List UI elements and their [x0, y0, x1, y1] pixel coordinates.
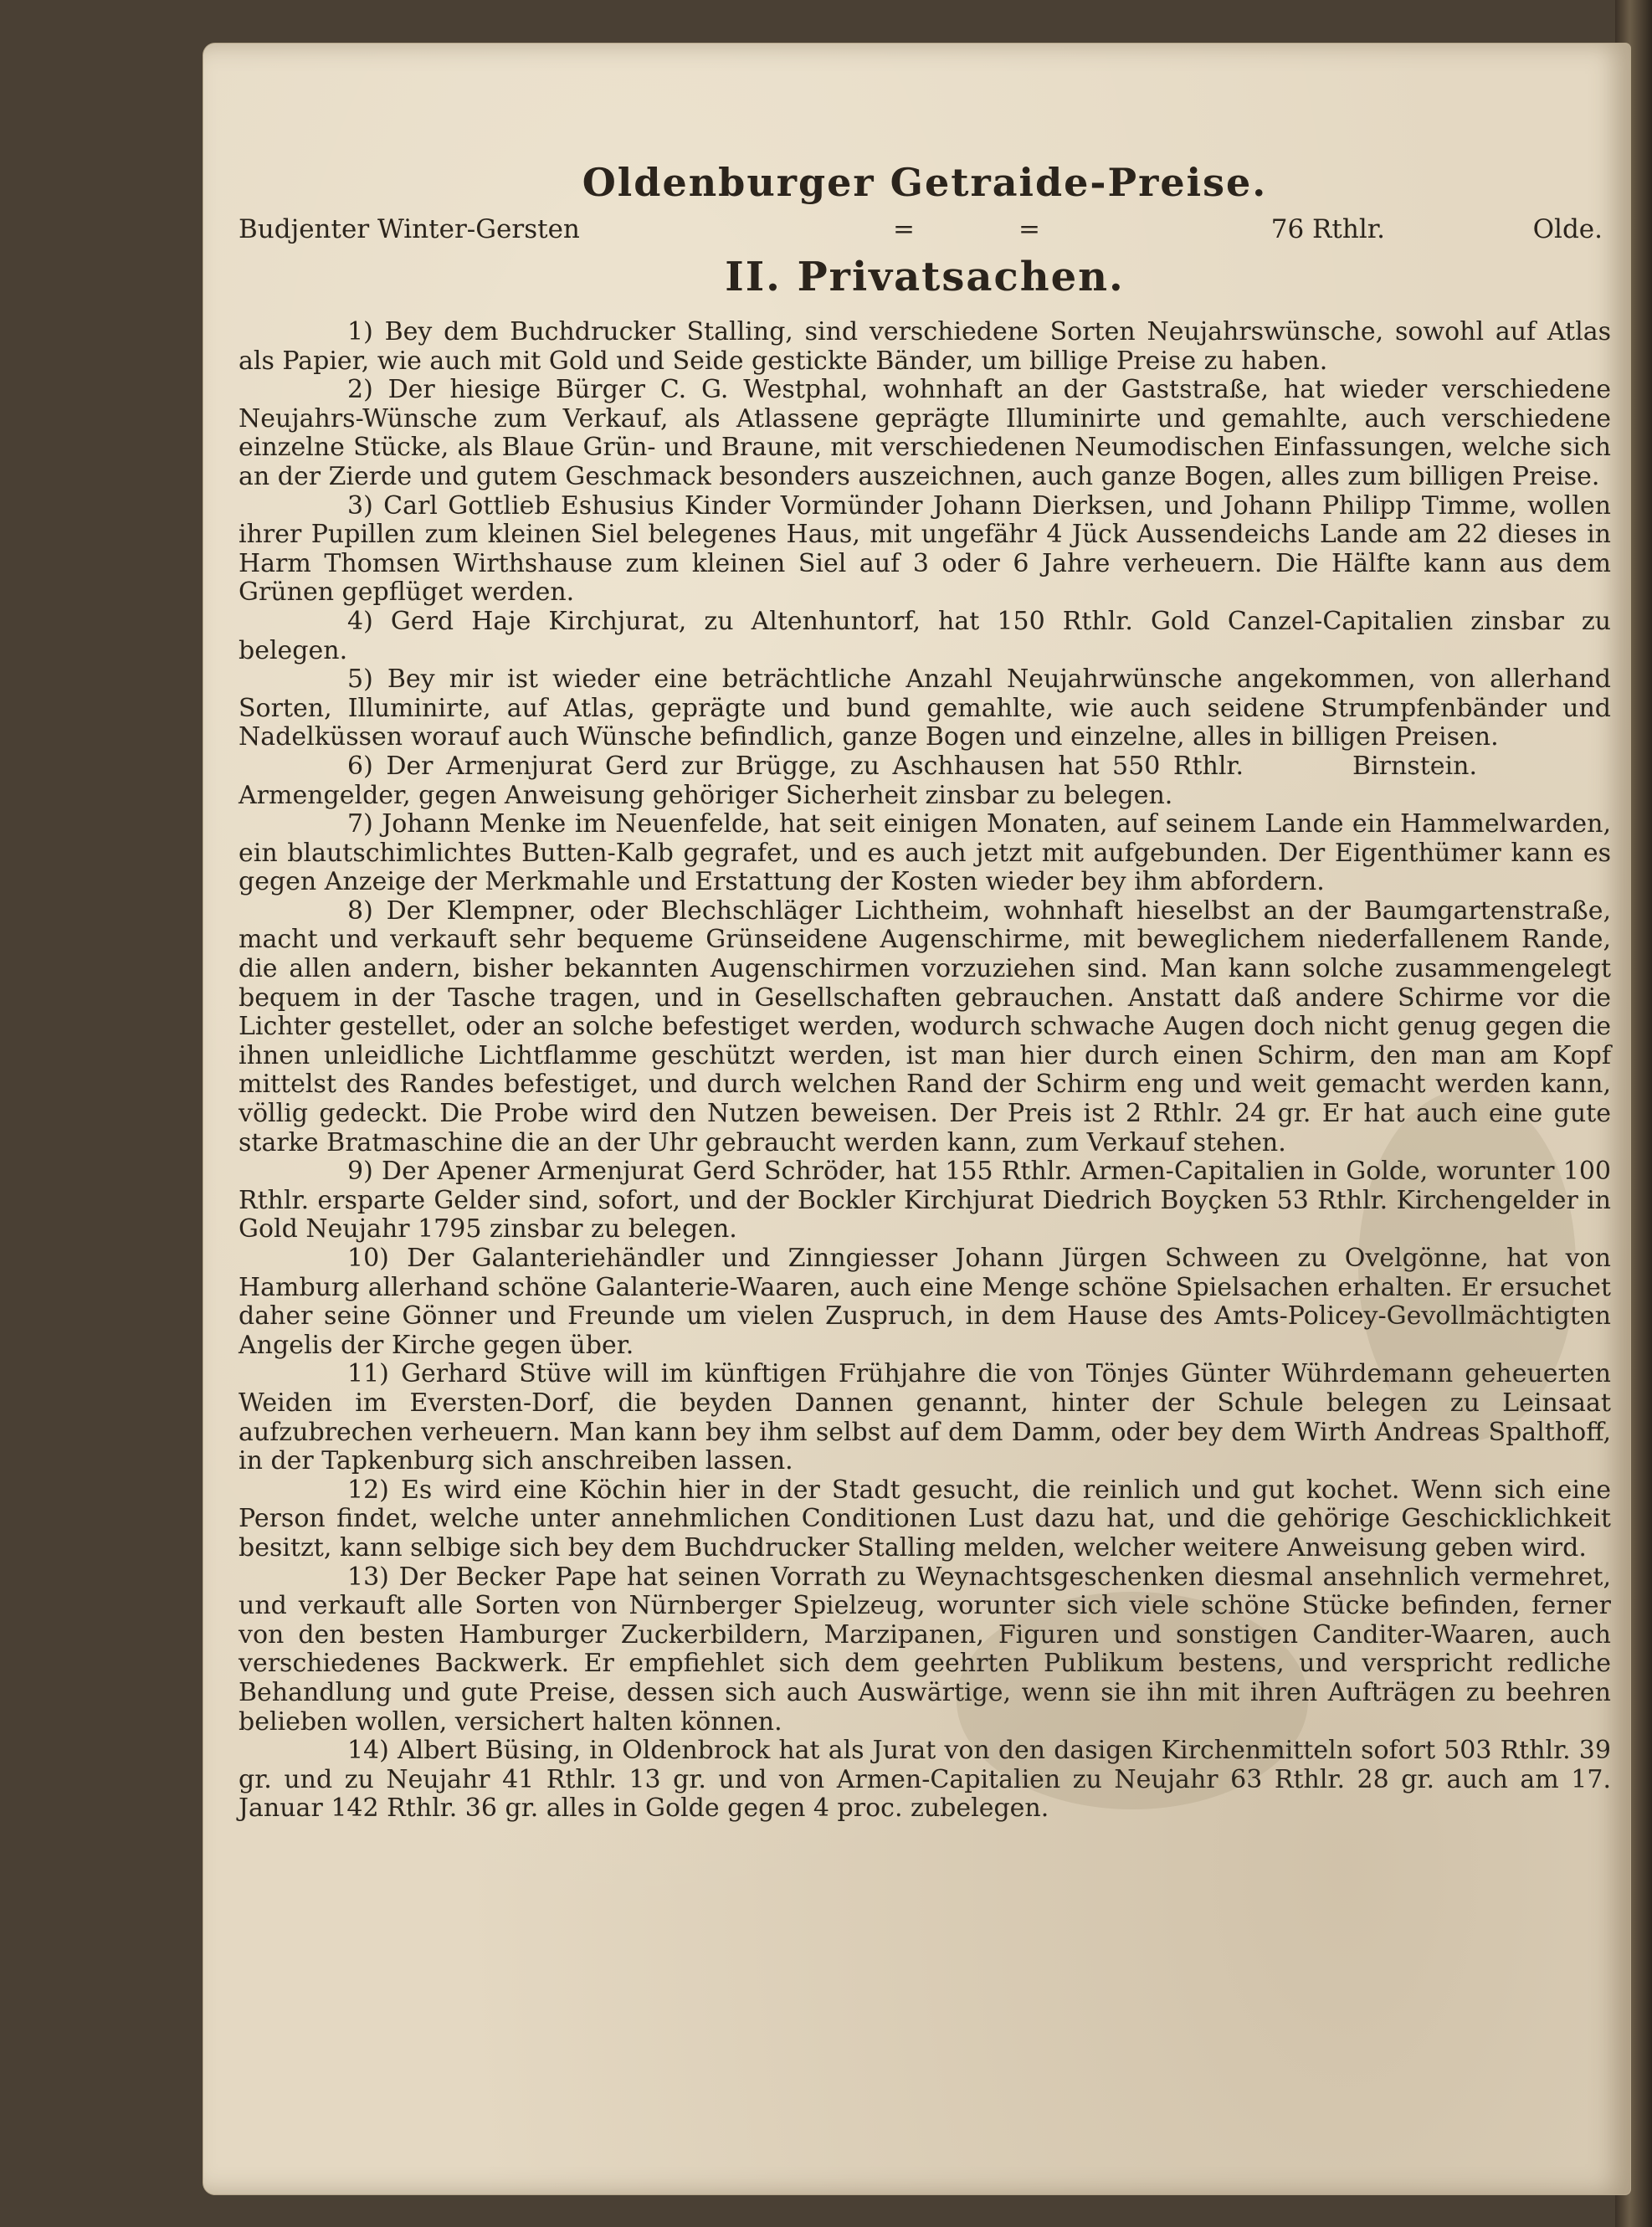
notice-list	[239, 318, 1611, 1824]
notice-item: 8) Der Klempner, oder Blechschläger Lichtheim, wohnhaft hieselbst an der Baumgartenstraße, macht und verkauft sehr bequeme Grünseidene Augenschirme, mit beweglichem niederfallenem Rande, die allen andern, bisher bekannten Augenschirmen vorzuziehen sind. Man kann solche zusammengelegt bequem in der Tasche tragen, und in Gesellschaften gebrauchen. Anstatt daß andere Schirme vor die Lichter gestellet, oder an solche befestiget werden, wodurch schwache Augen doch nicht genug gegen die ihnen unleidliche Lichtflamme geschützt werden, ist man hier durch einen Schirm, den man am Kopf mittelst des Randes befestiget, und durch welchen Rand der Schirm eng und weit gemacht werden kann, völlig gedeckt. Die Probe wird den Nutzen beweisen. Der Preis ist 2 Rthlr. 24 gr. Er hat auch eine gute starke Bratmaschine die an der Uhr gebraucht werden kann, zum Verkauf stehen.	[239, 895, 1611, 1157]
notice-item: 5) Bey mir ist wieder eine beträchtliche Anzahl Neujahrwünsche angekommen, von allerhand Sorten, Illuminirte, auf Atlas, geprägte und bund gemahlte, wie auch seidene Strumpfenbänder und Nadelküssen worauf auch Wünsche befindlich, ganze Bogen und einzelne, alles in billigen Preisen. Birnstein.	[239, 665, 1611, 781]
notice-item: 12) Es wird eine Köchin hier in der Stadt gesucht, die reinlich und gut kochet. Wenn sich eine Person findet, welche unter annehmlichen Conditionen Lust dazu hat, und die gehörige Geschicklichkeit besitzt, kann selbige sich bey dem Buchdrucker Stalling melden, welcher weitere Anweisung geben wird.	[239, 1475, 1611, 1562]
ditto-mark: =	[893, 214, 915, 244]
notice-item: 10) Der Galanteriehändler und Zinngiesser Johann Jürgen Schween zu Ovelgönne, hat von Hamburg allerhand schöne Galanterie-Waaren, auch eine Menge schöne Spielsachen erhalten. Er ersuchet daher seine Gönner und Freunde um vielen Zuspruch, in dem Hause des Amts-Policey-Gevollmächtigten Angelis der Kirche gegen über.	[239, 1244, 1611, 1360]
notice-item: 4) Gerd Haje Kirchjurat, zu Altenhuntorf, hat 150 Rthlr. Gold Canzel-Capitalien zinsbar zu belegen.	[239, 606, 1611, 665]
section-title: II. Privatsachen.	[725, 254, 1125, 300]
notice-item: 9) Der Apener Armenjurat Gerd Schröder, hat 155 Rthlr. Armen-Capitalien in Golde, worunter 100 Rthlr. ersparte Gelder sind, sofort, und der Bockler Kirchjurat Diedrich Boyçken 53 Rthlr. Kirchengelder in Gold Neujahr 1795 zinsbar zu belegen.	[239, 1157, 1611, 1244]
notice-item: 7) Johann Menke im Neuenfelde, hat seit einigen Monaten, auf seinem Lande ein Hammelwarden, ein blautschimlichtes Butten-Kalb gegrafet, und es auch jetzt mit aufgebunden. Der Eigenthümer kann es gegen Anzeige der Merkmahle und Erstattung der Kosten wieder bey ihm abfordern.	[239, 809, 1611, 897]
ditto-mark: =	[1018, 214, 1040, 244]
page-title: Oldenburger Getraide-Preise.	[582, 160, 1268, 205]
notice-item: 11) Gerhard Stüve will im künftigen Frühjahre die von Tönjes Günter Wührdemann geheuerten Weiden im Eversten-Dorf, die beyden Dannen genannt, hinter der Schule belegen zu Leinsaat aufzubrechen verheuern. Man kann bey ihm selbst auf dem Damm, oder bey dem Wirth Andreas Spalthoff, in der Tapkenburg sich anschreiben lassen.	[239, 1359, 1611, 1476]
notice-signature: Birnstein.	[1352, 751, 1477, 781]
price-place: Olde.	[1532, 214, 1603, 244]
notice-item: 14) Albert Büsing, in Oldenbrock hat als Jurat von den dasigen Kirchenmitteln sofort 503 Rthlr. 39 gr. und zu Neujahr 41 Rthlr. 13 gr. und von Armen-Capitalien zu Neujahr 63 Rthlr. 28 gr. auch am 17. Januar 142 Rthlr. 36 gr. alles in Golde gegen 4 proc. zubelegen.	[239, 1736, 1611, 1824]
notice-item: 2) Der hiesige Bürger C. G. Westphal, wohnhaft an der Gaststraße, hat wieder verschiedene Neujahrs-Wünsche zum Verkauf, als Atlassene geprägte Illuminirte und gemahlte, auch verschiedene einzelne Stücke, als Blaue Grün- und Braune, mit verschiedenen Neumodischen Einfassungen, welche sich an der Zierde und gutem Geschmack besonders auszeichnen, auch ganze Bogen, alles zum billigen Preise.	[239, 375, 1611, 491]
grain-name: Budjenter Winter-Gersten	[239, 214, 580, 244]
grain-price-row	[239, 211, 1611, 248]
notice-item: 3) Carl Gottlieb Eshusius Kinder Vormünder Johann Dierksen, und Johann Philipp Timme, wollen ihrer Pupillen zum kleinen Siel belegenes Haus, mit ungefähr 4 Jück Aussendeichs Lande am 22 dieses in Harm Thomsen Wirthshause zum kleinen Siel auf 3 oder 6 Jahre verheuern. Die Hälfte kann aus dem Grünen gepflüget werden.	[239, 490, 1611, 608]
page-content	[239, 159, 1611, 1824]
notice-item: 13) Der Becker Pape hat seinen Vorrath zu Weynachtsgeschenken diesmal ansehnlich vermehret, und verkauft alle Sorten von Nürnberger Spielzeug, worunter sich viele schöne Stücke befinden, ferner von den besten Hamburger Zuckerbildern, Marzipanen, Figuren und sonstigen Canditer-Waaren, auch verschiedenes Backwerk. Er empfiehlet sich dem geehrten Publikum bestens, und verspricht redliche Behandlung und gute Preise, dessen sich auch Auswärtige, wenn sie ihn mit ihren Aufträgen zu beehren belieben wollen, versichert halten können.	[239, 1562, 1611, 1737]
notice-item: 6) Der Armenjurat Gerd zur Brügge, zu Aschhausen hat 550 Rthlr. Armengelder, gegen Anweisung gehöriger Sicherheit zinsbar zu belegen.	[239, 751, 1244, 810]
grain-price: 76 Rthlr.	[1270, 214, 1385, 244]
notice-item: 1) Bey dem Buchdrucker Stalling, sind verschiedene Sorten Neujahrswünsche, sowohl auf Atlas als Papier, wie auch mit Gold und Seide gestickte Bänder, um billige Preise zu haben.	[239, 317, 1611, 376]
